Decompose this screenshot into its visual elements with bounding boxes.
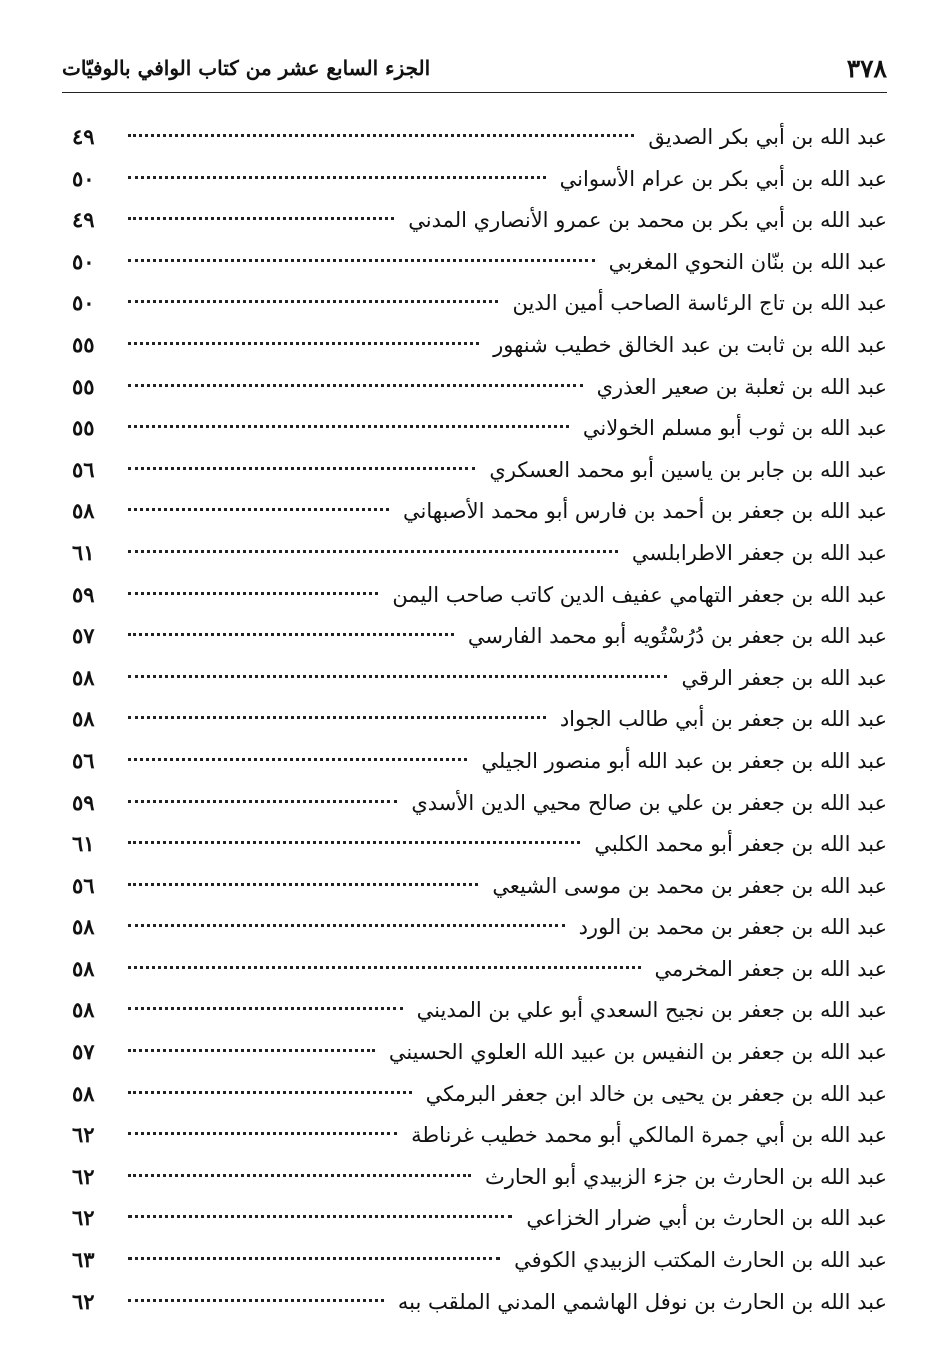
dot-leader <box>128 176 546 179</box>
dot-leader <box>128 924 565 927</box>
index-entry <box>72 1114 887 1156</box>
index-entry <box>72 865 887 907</box>
entry-page-number: ٥٨ <box>72 706 95 732</box>
index-entry <box>72 1073 887 1115</box>
entry-name: عبد الله بن تاج الرئاسة الصاحب أمين الدين <box>512 291 887 316</box>
entry-page-number: ٥٨ <box>72 1080 95 1106</box>
entry-name: عبد الله بن الحارث بن جزء الزبيدي أبو الحارث <box>484 1164 887 1189</box>
entry-name: عبد الله بن جعفر بن يحيى بن خالد ابن جعفر البرمكي <box>425 1081 887 1106</box>
page-number: ٣٧٨ <box>846 53 887 83</box>
dot-leader <box>128 841 580 844</box>
entry-page-number: ٦٣ <box>72 1247 95 1273</box>
entry-name: عبد الله بن جعفر بن علي بن صالح محيي الدين الأسدي <box>411 790 887 815</box>
index-entry <box>72 989 887 1031</box>
index-entry <box>72 158 887 200</box>
index-entry <box>72 1281 887 1323</box>
index-entry <box>72 906 887 948</box>
entry-page-number: ٥٨ <box>72 664 95 690</box>
entry-page-number: ٥٠ <box>72 165 95 191</box>
index-entry <box>72 116 887 158</box>
index-entry <box>72 657 887 699</box>
entry-page-number: ٥٩ <box>72 789 95 815</box>
index-entry <box>72 615 887 657</box>
entry-page-number: ٥٠ <box>72 248 95 274</box>
entry-page-number: ٦٢ <box>72 1122 95 1148</box>
index-entry <box>72 1197 887 1239</box>
entry-page-number: ٥٨ <box>72 914 95 940</box>
entry-page-number: ٦٢ <box>72 1163 95 1189</box>
entry-name: عبد الله بن جعفر بن نجيح السعدي أبو علي بن المديني <box>416 998 887 1023</box>
entry-page-number: ٥٧ <box>72 623 95 649</box>
index-entry <box>72 449 887 491</box>
entry-name: عبد الله بن أبي بكر بن عرام الأسواني <box>559 166 887 191</box>
entry-name: عبد الله بن أبي بكر بن محمد بن عمرو الأنصاري المدني <box>408 208 887 233</box>
entry-name: عبد الله بن جابر بن ياسين أبو محمد العسكري <box>489 457 887 482</box>
dot-leader <box>128 1174 471 1177</box>
entry-name: عبد الله بن جعفر بن النفيس بن عبيد الله العلوي الحسيني <box>388 1040 887 1065</box>
index-entry <box>72 407 887 449</box>
index-entry <box>72 574 887 616</box>
entry-page-number: ٥٥ <box>72 415 95 441</box>
entry-name: عبد الله بن ثوب أبو مسلم الخولاني <box>582 416 887 441</box>
index-entry <box>72 490 887 532</box>
entry-page-number: ٥٦ <box>72 456 95 482</box>
dot-leader <box>128 633 454 636</box>
entry-name: عبد الله بن ثعلبة بن صعير العذري <box>596 374 887 399</box>
entry-page-number: ٦١ <box>72 539 95 565</box>
entry-name: عبد الله بن جعفر أبو محمد الكلبي <box>594 832 887 857</box>
dot-leader <box>128 716 546 719</box>
entry-page-number: ٥٨ <box>72 498 95 524</box>
entry-name: عبد الله بن جعفر بن محمد بن موسى الشيعي <box>492 873 887 898</box>
entry-name: عبد الله بن جعفر بن أبي طالب الجواد <box>559 707 887 732</box>
dot-leader <box>128 883 478 886</box>
index-entry <box>72 366 887 408</box>
dot-leader <box>128 259 595 262</box>
entry-name: عبد الله بن أبي جمرة المالكي أبو محمد خطيب غرناطة <box>411 1123 887 1148</box>
running-title: الجزء السابع عشر من كتاب الوافي بالوفيّات <box>62 56 431 80</box>
index-entry <box>72 1239 887 1281</box>
entry-name: عبد الله بن جعفر المخرمي <box>654 956 887 981</box>
dot-leader <box>128 550 618 553</box>
entry-page-number: ٥٠ <box>72 290 95 316</box>
index-list <box>72 116 887 1322</box>
entry-name: عبد الله بن جعفر بن عبد الله أبو منصور الجيلي <box>481 748 887 773</box>
index-entry <box>72 241 887 283</box>
entry-name: عبد الله بن جعفر بن محمد بن الورد <box>578 915 887 940</box>
entry-page-number: ٥٥ <box>72 373 95 399</box>
entry-page-number: ٦٢ <box>72 1205 95 1231</box>
dot-leader <box>128 134 634 137</box>
entry-name: عبد الله بن الحارث بن أبي ضرار الخزاعي <box>526 1206 887 1231</box>
dot-leader <box>128 1091 412 1094</box>
dot-leader <box>128 425 569 428</box>
entry-name: عبد الله بن الحارث المكتب الزبيدي الكوفي <box>514 1248 887 1273</box>
dot-leader <box>128 1007 403 1010</box>
entry-page-number: ٥٨ <box>72 955 95 981</box>
dot-leader <box>128 1049 375 1052</box>
entry-page-number: ٤٩ <box>72 207 95 233</box>
index-entry <box>72 782 887 824</box>
entry-name: عبد الله بن ثابت بن عبد الخالق خطيب شنهور <box>493 332 887 357</box>
dot-leader <box>128 758 467 761</box>
entry-name: عبد الله بن جعفر بن دُرُسْتُويه أبو محمد الفارسي <box>467 624 887 649</box>
entry-page-number: ٥٩ <box>72 581 95 607</box>
index-entry <box>72 532 887 574</box>
index-entry <box>72 1031 887 1073</box>
dot-leader <box>128 342 479 345</box>
entry-name: عبد الله بن جعفر الاطرابلسي <box>631 540 887 565</box>
dot-leader <box>128 217 394 220</box>
entry-page-number: ٥٦ <box>72 747 95 773</box>
dot-leader <box>128 1299 384 1302</box>
entry-name: عبد الله بن جعفر بن أحمد بن فارس أبو محمد الأصبهاني <box>403 499 887 524</box>
entry-page-number: ٥٨ <box>72 997 95 1023</box>
page-header <box>62 48 887 93</box>
dot-leader <box>128 1215 512 1218</box>
entry-page-number: ٥٧ <box>72 1039 95 1065</box>
entry-page-number: ٥٥ <box>72 331 95 357</box>
dot-leader <box>128 1132 397 1135</box>
entry-name: عبد الله بن جعفر التهامي عفيف الدين كاتب صاحب اليمن <box>392 582 887 607</box>
entry-page-number: ٤٩ <box>72 124 95 149</box>
entry-name: عبد الله بن الحارث بن نوفل الهاشمي المدني الملقب ببه <box>397 1289 887 1314</box>
dot-leader <box>128 675 667 678</box>
entry-page-number: ٥٦ <box>72 872 95 898</box>
dot-leader <box>128 592 378 595</box>
index-entry <box>72 698 887 740</box>
index-entry <box>72 823 887 865</box>
dot-leader <box>128 966 641 969</box>
dot-leader <box>128 1257 500 1260</box>
entry-name: عبد الله بن بنّان النحوي المغربي <box>608 249 887 274</box>
index-entry <box>72 199 887 241</box>
entry-page-number: ٦١ <box>72 831 95 857</box>
index-entry <box>72 740 887 782</box>
index-entry <box>72 324 887 366</box>
dot-leader <box>128 300 498 303</box>
entry-name: عبد الله بن أبي بكر الصديق <box>648 125 887 149</box>
entry-page-number: ٦٢ <box>72 1288 95 1314</box>
dot-leader <box>128 467 475 470</box>
entry-name: عبد الله بن جعفر الرقي <box>681 665 887 690</box>
dot-leader <box>128 508 389 511</box>
dot-leader <box>128 384 583 387</box>
index-entry <box>72 1156 887 1198</box>
dot-leader <box>128 800 397 803</box>
index-entry <box>72 948 887 990</box>
index-entry <box>72 282 887 324</box>
